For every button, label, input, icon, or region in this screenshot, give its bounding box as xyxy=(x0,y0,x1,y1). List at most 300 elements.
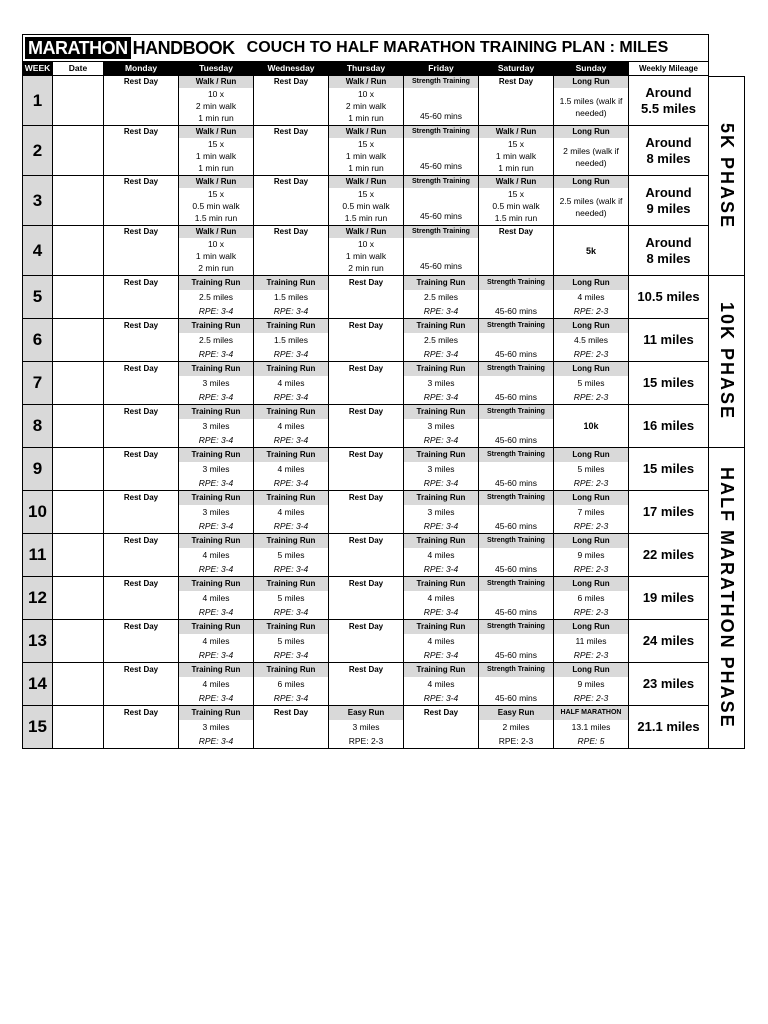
session-label: Strength Training xyxy=(404,226,478,238)
week-number: 7 xyxy=(22,362,53,405)
day-cell-wednesday xyxy=(254,319,329,362)
week-number: 6 xyxy=(22,319,53,362)
weekly-mileage-line: Around xyxy=(645,84,692,100)
rest-day-label: Rest Day xyxy=(123,77,159,86)
session-label: Long Run xyxy=(554,491,628,505)
session-label: Training Run xyxy=(254,276,328,290)
day-cell-friday xyxy=(404,405,479,448)
day-cell-saturday xyxy=(479,448,554,491)
day-cell-saturday xyxy=(479,491,554,534)
phase-label-cell xyxy=(709,276,745,448)
session-label: Strength Training xyxy=(479,319,553,333)
rest-day-label: Rest Day xyxy=(123,450,159,459)
day-cell-tuesday xyxy=(179,226,254,276)
column-header-saturday: Saturday xyxy=(479,62,554,76)
session-label: Training Run xyxy=(254,405,328,419)
rpe-value: RPE: 2-3 xyxy=(573,392,609,402)
date-cell xyxy=(53,706,104,749)
day-cell-saturday xyxy=(479,405,554,448)
day-cell-saturday xyxy=(479,176,554,226)
day-cell-saturday xyxy=(479,76,554,126)
session-label: Strength Training xyxy=(479,663,553,677)
weekly-mileage xyxy=(629,491,709,534)
day-cell-thursday xyxy=(329,126,404,176)
session-label: Training Run xyxy=(404,405,478,419)
rpe-value: RPE: 3-4 xyxy=(198,478,234,488)
phase-label: HALF MARATHON PHASE xyxy=(717,467,737,729)
session-label: Strength Training xyxy=(479,491,553,505)
rpe-value: RPE: 3-4 xyxy=(198,564,234,574)
day-cell-wednesday xyxy=(254,405,329,448)
rpe-value: RPE: 3-4 xyxy=(198,349,234,359)
session-label: Walk / Run xyxy=(329,226,403,238)
rest-day-label: Rest Day xyxy=(348,321,384,330)
weekly-mileage-line: 19 miles xyxy=(642,590,695,605)
session-detail: 7 miles xyxy=(577,507,605,517)
page-title: COUCH TO HALF MARATHON TRAINING PLAN : MILES xyxy=(246,39,669,56)
day-cell-friday xyxy=(404,534,479,577)
session-note: 2.5 miles (walk if needed) xyxy=(559,195,623,218)
rest-day-label: Rest Day xyxy=(123,177,159,186)
day-cell-wednesday xyxy=(254,176,329,226)
session-detail: 2 min walk xyxy=(195,101,237,111)
day-cell-saturday xyxy=(479,534,554,577)
rest-day-label: Rest Day xyxy=(348,364,384,373)
session-detail: 4 miles xyxy=(427,593,455,603)
rpe-value: RPE: 3-4 xyxy=(273,521,309,531)
date-cell xyxy=(53,620,104,663)
day-cell-monday xyxy=(104,534,179,577)
date-cell xyxy=(53,362,104,405)
weekly-mileage xyxy=(629,663,709,706)
session-label: Strength Training xyxy=(404,176,478,188)
session-detail: 10 x xyxy=(207,89,225,99)
week-row xyxy=(22,706,709,749)
rpe-value: RPE: 3-4 xyxy=(423,392,459,402)
weekly-mileage xyxy=(629,620,709,663)
session-label: Strength Training xyxy=(479,405,553,419)
session-detail: 1 min run xyxy=(498,163,534,173)
week-row xyxy=(22,76,709,126)
rpe-value: RPE: 2-3 xyxy=(573,478,609,488)
day-cell-tuesday xyxy=(179,319,254,362)
session-detail: 2 min walk xyxy=(345,101,387,111)
session-detail: 10 x xyxy=(357,89,375,99)
session-detail: 5 miles xyxy=(277,636,305,646)
session-duration: 45-60 mins xyxy=(494,478,538,488)
session-detail: 0.5 min walk xyxy=(192,201,240,211)
session-detail: 13.1 miles xyxy=(571,722,611,732)
session-detail: 5 miles xyxy=(277,593,305,603)
rpe-value: RPE: 3-4 xyxy=(198,306,234,316)
day-cell-wednesday xyxy=(254,126,329,176)
date-cell xyxy=(53,534,104,577)
week-row xyxy=(22,663,709,706)
day-cell-monday xyxy=(104,176,179,226)
weekly-mileage xyxy=(629,534,709,577)
column-header-weekly-mileage: Weekly Mileage xyxy=(629,62,709,76)
session-label: Walk / Run xyxy=(329,76,403,88)
weekly-mileage-line: 21.1 miles xyxy=(637,719,700,734)
day-cell-tuesday xyxy=(179,620,254,663)
session-label: Long Run xyxy=(554,276,628,290)
week-number: 13 xyxy=(22,620,53,663)
day-cell-saturday xyxy=(479,126,554,176)
weekly-mileage xyxy=(629,706,709,749)
session-label: Strength Training xyxy=(404,76,478,88)
session-detail: 3 miles xyxy=(202,722,230,732)
session-duration: 45-60 mins xyxy=(494,306,538,316)
session-detail: 4 miles xyxy=(202,550,230,560)
session-label: Training Run xyxy=(179,276,253,290)
session-label: Training Run xyxy=(404,577,478,591)
session-detail: 4 miles xyxy=(427,679,455,689)
weekly-mileage-line: 17 miles xyxy=(642,504,695,519)
session-label: Training Run xyxy=(179,577,253,591)
session-label: Training Run xyxy=(404,319,478,333)
day-cell-monday xyxy=(104,620,179,663)
session-label: Walk / Run xyxy=(179,226,253,238)
session-detail: 4 miles xyxy=(277,421,305,431)
week-row xyxy=(22,362,709,405)
date-cell xyxy=(53,319,104,362)
date-cell xyxy=(53,405,104,448)
session-detail: 2.5 miles xyxy=(423,335,458,345)
session-detail: 1.5 miles xyxy=(273,335,308,345)
session-label: Easy Run xyxy=(479,706,553,720)
session-label: Strength Training xyxy=(404,126,478,138)
week-rows xyxy=(22,76,709,276)
day-cell-monday xyxy=(104,319,179,362)
day-cell-wednesday xyxy=(254,448,329,491)
session-detail: 4 miles xyxy=(202,593,230,603)
session-duration: 45-60 mins xyxy=(419,111,463,121)
day-cell-friday xyxy=(404,362,479,405)
session-label: Training Run xyxy=(179,448,253,462)
rest-day-label: Rest Day xyxy=(348,450,384,459)
day-cell-monday xyxy=(104,276,179,319)
session-label: Training Run xyxy=(179,405,253,419)
rpe-value: RPE: 2-3 xyxy=(573,306,609,316)
rest-day-label: Rest Day xyxy=(498,77,534,86)
day-cell-friday xyxy=(404,663,479,706)
rest-day-label: Rest Day xyxy=(123,127,159,136)
day-cell-monday xyxy=(104,491,179,534)
session-detail: 9 miles xyxy=(577,550,605,560)
session-detail: 3 miles xyxy=(427,378,455,388)
day-cell-tuesday xyxy=(179,663,254,706)
week-row xyxy=(22,448,709,491)
rest-day-label: Rest Day xyxy=(123,622,159,631)
session-label: HALF MARATHON xyxy=(554,706,628,720)
weekly-mileage xyxy=(629,276,709,319)
rpe-value: RPE: 3-4 xyxy=(273,478,309,488)
session-label: Training Run xyxy=(179,706,253,720)
day-cell-thursday xyxy=(329,663,404,706)
session-label: Training Run xyxy=(404,276,478,290)
column-header-friday: Friday xyxy=(404,62,479,76)
day-cell-tuesday xyxy=(179,126,254,176)
date-cell xyxy=(53,577,104,620)
session-detail: 4 miles xyxy=(577,292,605,302)
rest-day-label: Rest Day xyxy=(123,278,159,287)
column-header-row xyxy=(22,62,709,76)
session-detail: 4 miles xyxy=(277,378,305,388)
marathon-handbook-logo xyxy=(25,37,235,59)
rest-day-label: Rest Day xyxy=(348,622,384,631)
day-cell-sunday xyxy=(554,491,629,534)
logo-handbook-text: HANDBOOK xyxy=(132,37,235,58)
day-cell-saturday xyxy=(479,362,554,405)
day-cell-wednesday xyxy=(254,706,329,749)
day-cell-friday xyxy=(404,126,479,176)
day-cell-wednesday xyxy=(254,620,329,663)
phase-block xyxy=(22,276,745,448)
week-number: 10 xyxy=(22,491,53,534)
rpe-value: RPE: 3-4 xyxy=(273,306,309,316)
weekly-mileage xyxy=(629,126,709,176)
session-label: Walk / Run xyxy=(479,176,553,188)
rpe-value: RPE: 3-4 xyxy=(423,435,459,445)
column-header-date: Date xyxy=(53,62,104,76)
rest-day-label: Rest Day xyxy=(348,536,384,545)
week-row xyxy=(22,226,709,276)
weekly-mileage-line: Around xyxy=(645,234,692,250)
day-cell-friday xyxy=(404,76,479,126)
session-duration: 45-60 mins xyxy=(494,650,538,660)
day-cell-wednesday xyxy=(254,534,329,577)
session-detail: 0.5 min walk xyxy=(492,201,540,211)
weekly-mileage xyxy=(629,448,709,491)
rpe-value: RPE: 3-4 xyxy=(198,607,234,617)
rpe-value: RPE: 3-4 xyxy=(273,435,309,445)
session-detail: RPE: 2-3 xyxy=(348,736,384,746)
date-cell xyxy=(53,491,104,534)
weekly-mileage xyxy=(629,76,709,126)
day-cell-friday xyxy=(404,448,479,491)
rest-day-label: Rest Day xyxy=(348,579,384,588)
day-cell-saturday xyxy=(479,319,554,362)
rest-day-label: Rest Day xyxy=(348,493,384,502)
rest-day-label: Rest Day xyxy=(123,536,159,545)
rest-day-label: Rest Day xyxy=(273,177,309,186)
column-header-monday: Monday xyxy=(104,62,179,76)
session-detail: 2 miles xyxy=(502,722,530,732)
session-label: Long Run xyxy=(554,76,628,88)
date-cell xyxy=(53,126,104,176)
rest-day-label: Rest Day xyxy=(273,708,309,717)
rpe-value: RPE: 2-3 xyxy=(573,650,609,660)
session-detail: 1 min run xyxy=(348,113,384,123)
rest-day-label: Rest Day xyxy=(348,665,384,674)
session-detail: 11 miles xyxy=(575,636,607,646)
session-label: Training Run xyxy=(404,620,478,634)
session-detail: 1 min run xyxy=(198,113,234,123)
session-detail: 4 miles xyxy=(427,550,455,560)
session-label: Strength Training xyxy=(479,534,553,548)
day-cell-friday xyxy=(404,226,479,276)
day-cell-thursday xyxy=(329,448,404,491)
session-label: Training Run xyxy=(254,577,328,591)
session-label: Training Run xyxy=(254,620,328,634)
weekly-mileage-line: 15 miles xyxy=(642,375,695,390)
session-label: Training Run xyxy=(404,534,478,548)
session-label: Strength Training xyxy=(479,362,553,376)
rpe-value: RPE: 3-4 xyxy=(273,607,309,617)
column-header-wednesday: Wednesday xyxy=(254,62,329,76)
session-label: Strength Training xyxy=(479,276,553,290)
rest-day-label: Rest Day xyxy=(123,364,159,373)
session-detail: 1.5 miles xyxy=(273,292,308,302)
column-header-sunday: Sunday xyxy=(554,62,629,76)
date-cell xyxy=(53,276,104,319)
session-detail: 3 miles xyxy=(202,464,230,474)
session-detail: 2.5 miles xyxy=(198,335,233,345)
phase-label: 5K PHASE xyxy=(717,122,737,230)
day-cell-friday xyxy=(404,276,479,319)
day-cell-thursday xyxy=(329,176,404,226)
day-cell-friday xyxy=(404,706,479,749)
rest-day-label: Rest Day xyxy=(123,665,159,674)
rpe-value: RPE: 3-4 xyxy=(273,564,309,574)
session-duration: 45-60 mins xyxy=(494,564,538,574)
session-detail: 4 miles xyxy=(277,464,305,474)
phase-block xyxy=(22,76,745,276)
session-label: Long Run xyxy=(554,362,628,376)
session-label: Training Run xyxy=(254,319,328,333)
session-duration: 45-60 mins xyxy=(494,435,538,445)
day-cell-saturday xyxy=(479,663,554,706)
day-cell-sunday xyxy=(554,126,629,176)
day-cell-sunday xyxy=(554,620,629,663)
session-label: Walk / Run xyxy=(179,76,253,88)
day-cell-monday xyxy=(104,405,179,448)
rpe-value: RPE: 2-3 xyxy=(573,564,609,574)
session-duration: 45-60 mins xyxy=(419,211,463,221)
session-duration: 45-60 mins xyxy=(419,261,463,271)
rpe-value: RPE: 3-4 xyxy=(273,349,309,359)
week-row xyxy=(22,176,709,226)
rpe-value: RPE: 3-4 xyxy=(423,521,459,531)
day-cell-saturday xyxy=(479,577,554,620)
session-detail: 4.5 miles xyxy=(573,335,608,345)
session-detail: 2 min run xyxy=(348,263,384,273)
day-cell-wednesday xyxy=(254,663,329,706)
rpe-value: RPE: 3-4 xyxy=(198,650,234,660)
session-detail: 4 miles xyxy=(202,636,230,646)
session-detail: 5 miles xyxy=(577,464,605,474)
day-cell-wednesday xyxy=(254,362,329,405)
week-row xyxy=(22,577,709,620)
day-cell-sunday xyxy=(554,534,629,577)
rpe-value: RPE: 3-4 xyxy=(198,693,234,703)
phase-label: 10K PHASE xyxy=(717,302,737,421)
day-cell-thursday xyxy=(329,226,404,276)
session-label: Walk / Run xyxy=(179,126,253,138)
day-cell-thursday xyxy=(329,405,404,448)
weekly-mileage-line: 22 miles xyxy=(642,547,695,562)
rpe-value: RPE: 3-4 xyxy=(423,607,459,617)
session-detail: 10 x xyxy=(207,239,225,249)
week-number: 9 xyxy=(22,448,53,491)
session-label: Training Run xyxy=(254,663,328,677)
rpe-value: RPE: 3-4 xyxy=(198,736,234,746)
day-cell-sunday xyxy=(554,226,629,276)
session-note: 1.5 miles (walk if needed) xyxy=(559,95,623,118)
rest-day-label: Rest Day xyxy=(423,708,459,717)
weekly-mileage-line: 8 miles xyxy=(646,150,691,166)
session-label: Long Run xyxy=(554,448,628,462)
week-number: 2 xyxy=(22,126,53,176)
session-detail: 3 miles xyxy=(427,464,455,474)
day-cell-friday xyxy=(404,176,479,226)
logo-marathon-text: MARATHON xyxy=(25,37,131,59)
day-cell-wednesday xyxy=(254,76,329,126)
session-detail: 10 x xyxy=(357,239,375,249)
day-cell-thursday xyxy=(329,534,404,577)
week-number: 1 xyxy=(22,76,53,126)
rpe-value: RPE: 2-3 xyxy=(573,607,609,617)
rest-day-label: Rest Day xyxy=(123,579,159,588)
session-detail: 9 miles xyxy=(577,679,605,689)
race-label: 5k xyxy=(585,245,596,256)
session-label: Long Run xyxy=(554,319,628,333)
session-detail: 3 miles xyxy=(427,507,455,517)
day-cell-tuesday xyxy=(179,76,254,126)
session-label: Strength Training xyxy=(479,577,553,591)
date-cell xyxy=(53,663,104,706)
rpe-value: RPE: 3-4 xyxy=(423,564,459,574)
rpe-value: RPE: 3-4 xyxy=(423,478,459,488)
session-detail: 5 miles xyxy=(577,378,605,388)
day-cell-friday xyxy=(404,319,479,362)
column-header-week: WEEK xyxy=(22,62,53,76)
day-cell-monday xyxy=(104,577,179,620)
session-detail: RPE: 2-3 xyxy=(498,736,534,746)
session-label: Training Run xyxy=(254,534,328,548)
day-cell-monday xyxy=(104,448,179,491)
day-cell-sunday xyxy=(554,706,629,749)
session-detail: 1 min walk xyxy=(195,151,237,161)
plan-body xyxy=(22,76,745,749)
day-cell-tuesday xyxy=(179,706,254,749)
session-duration: 45-60 mins xyxy=(494,693,538,703)
session-detail: 1.5 min run xyxy=(344,213,388,223)
day-cell-monday xyxy=(104,362,179,405)
rest-day-label: Rest Day xyxy=(123,407,159,416)
session-label: Walk / Run xyxy=(329,126,403,138)
week-number: 12 xyxy=(22,577,53,620)
session-detail: 3 miles xyxy=(352,722,380,732)
session-detail: 15 x xyxy=(507,189,525,199)
day-cell-thursday xyxy=(329,706,404,749)
rpe-value: RPE: 3-4 xyxy=(273,650,309,660)
weekly-mileage xyxy=(629,577,709,620)
week-number: 14 xyxy=(22,663,53,706)
session-detail: 15 x xyxy=(357,189,375,199)
rpe-value: RPE: 5 xyxy=(577,736,605,746)
day-cell-friday xyxy=(404,620,479,663)
session-detail: 3 miles xyxy=(202,421,230,431)
day-cell-saturday xyxy=(479,276,554,319)
session-duration: 45-60 mins xyxy=(494,349,538,359)
day-cell-thursday xyxy=(329,362,404,405)
day-cell-saturday xyxy=(479,706,554,749)
weekly-mileage-line: 16 miles xyxy=(642,418,695,433)
week-number: 8 xyxy=(22,405,53,448)
session-label: Training Run xyxy=(254,448,328,462)
weekly-mileage-line: 9 miles xyxy=(646,200,691,216)
